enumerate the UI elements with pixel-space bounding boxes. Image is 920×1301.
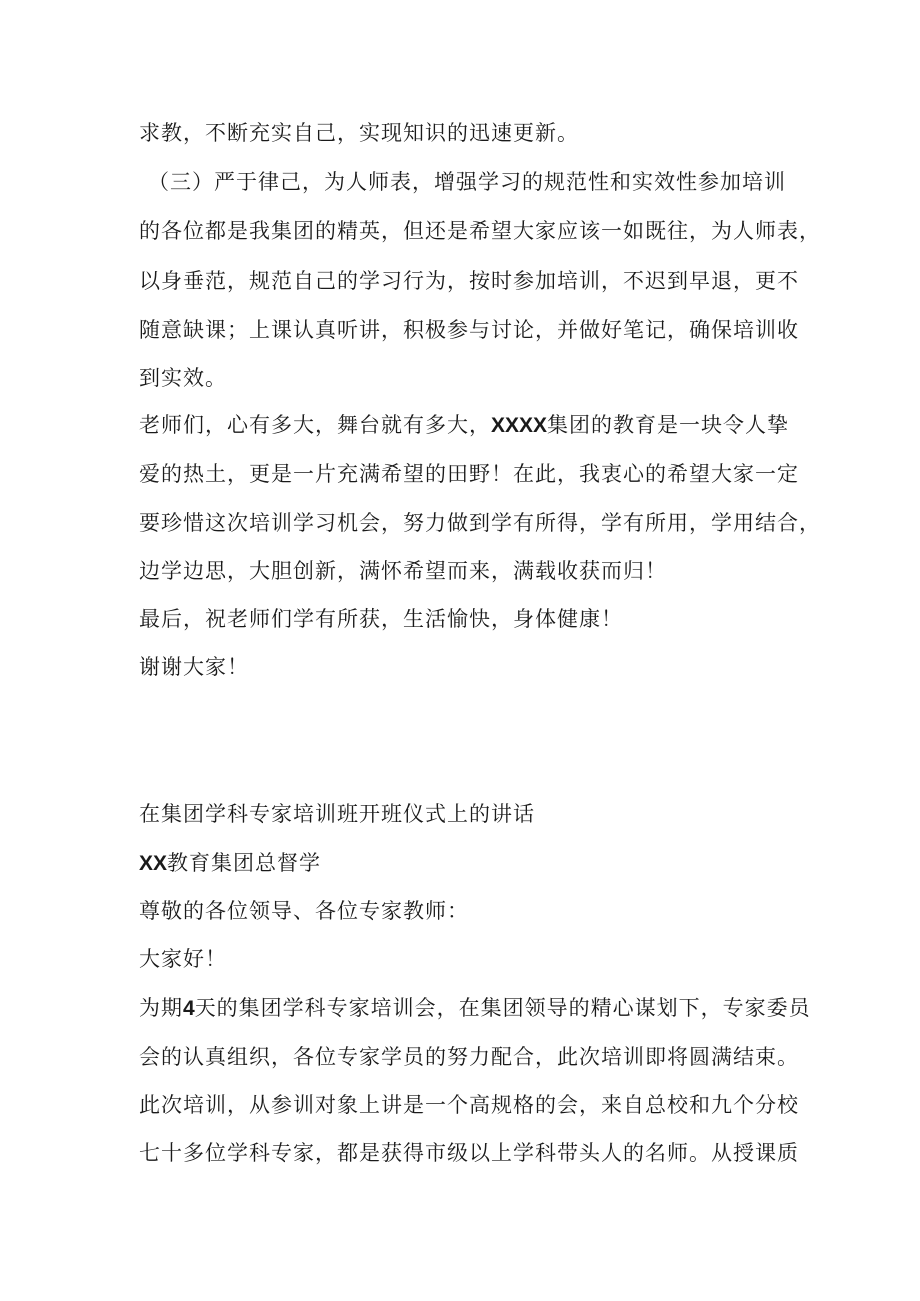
greeting: 大家好！ [139,947,227,971]
paragraph-line [139,410,789,441]
school-placeholder: XX [139,852,168,875]
paragraph-line: 到实效。 [139,366,227,390]
paragraph-line: 最后，祝老师们学有所获，生活愉快，身体健康！ [139,607,623,631]
paragraph-line: 此次培训，从参训对象上讲是一个高规格的会，来自总校和九个分校 [139,1093,799,1117]
paragraph-line [139,993,811,1024]
paragraph-line: 求教，不断充实自己，实现知识的迅速更新。 [139,121,579,145]
paragraph-line: 的各位都是我集团的精英，但还是希望大家应该一如既往，为人师表， [139,219,821,243]
company-placeholder: XXXX [491,414,548,437]
paragraph-line: （三）严于律己，为人师表，增强学习的规范性和实效性参加培训 [148,170,786,194]
salutation: 尊敬的各位领导、各位专家教师： [139,899,469,923]
paragraph-line: 要珍惜这次培训学习机会，努力做到学有所得，学有所用，学用结合， [139,511,821,535]
text-span: 为期 [139,996,183,1020]
speech-author [139,848,321,879]
paragraph-line: 以身垂范，规范自己的学习行为，按时参加培训，不迟到早退，更不 [139,269,799,293]
paragraph-line: 会的认真组织，各位专家学员的努力配合，此次培训即将圆满结束。 [139,1045,799,1069]
paragraph-line: 七十多位学科专家，都是获得市级以上学科带头人的名师。从授课质 [139,1141,799,1165]
speech-title: 在集团学科专家培训班开班仪式上的讲话 [139,802,535,826]
paragraph-line: 边学边思，大胆创新，满怀希望而来，满载收获而归！ [139,559,667,583]
text-span: 集团的教育是一块令人挚 [547,413,790,437]
paragraph-line: 随意缺课；上课认真听讲，积极参与讨论，并做好笔记，确保培训收 [139,318,799,342]
number-span: 4 [183,997,195,1020]
text-span: 教育集团总督学 [167,851,322,875]
text-span: 天的集团学科专家培训会，在集团领导的精心谋划下，专家委员 [194,996,811,1020]
paragraph-line: 爱的热土，更是一片充满希望的田野！在此，我衷心的希望大家一定 [139,462,799,486]
text-span: 老师们，心有多大，舞台就有多大， [139,413,491,437]
paragraph-line: 谢谢大家！ [139,655,249,679]
